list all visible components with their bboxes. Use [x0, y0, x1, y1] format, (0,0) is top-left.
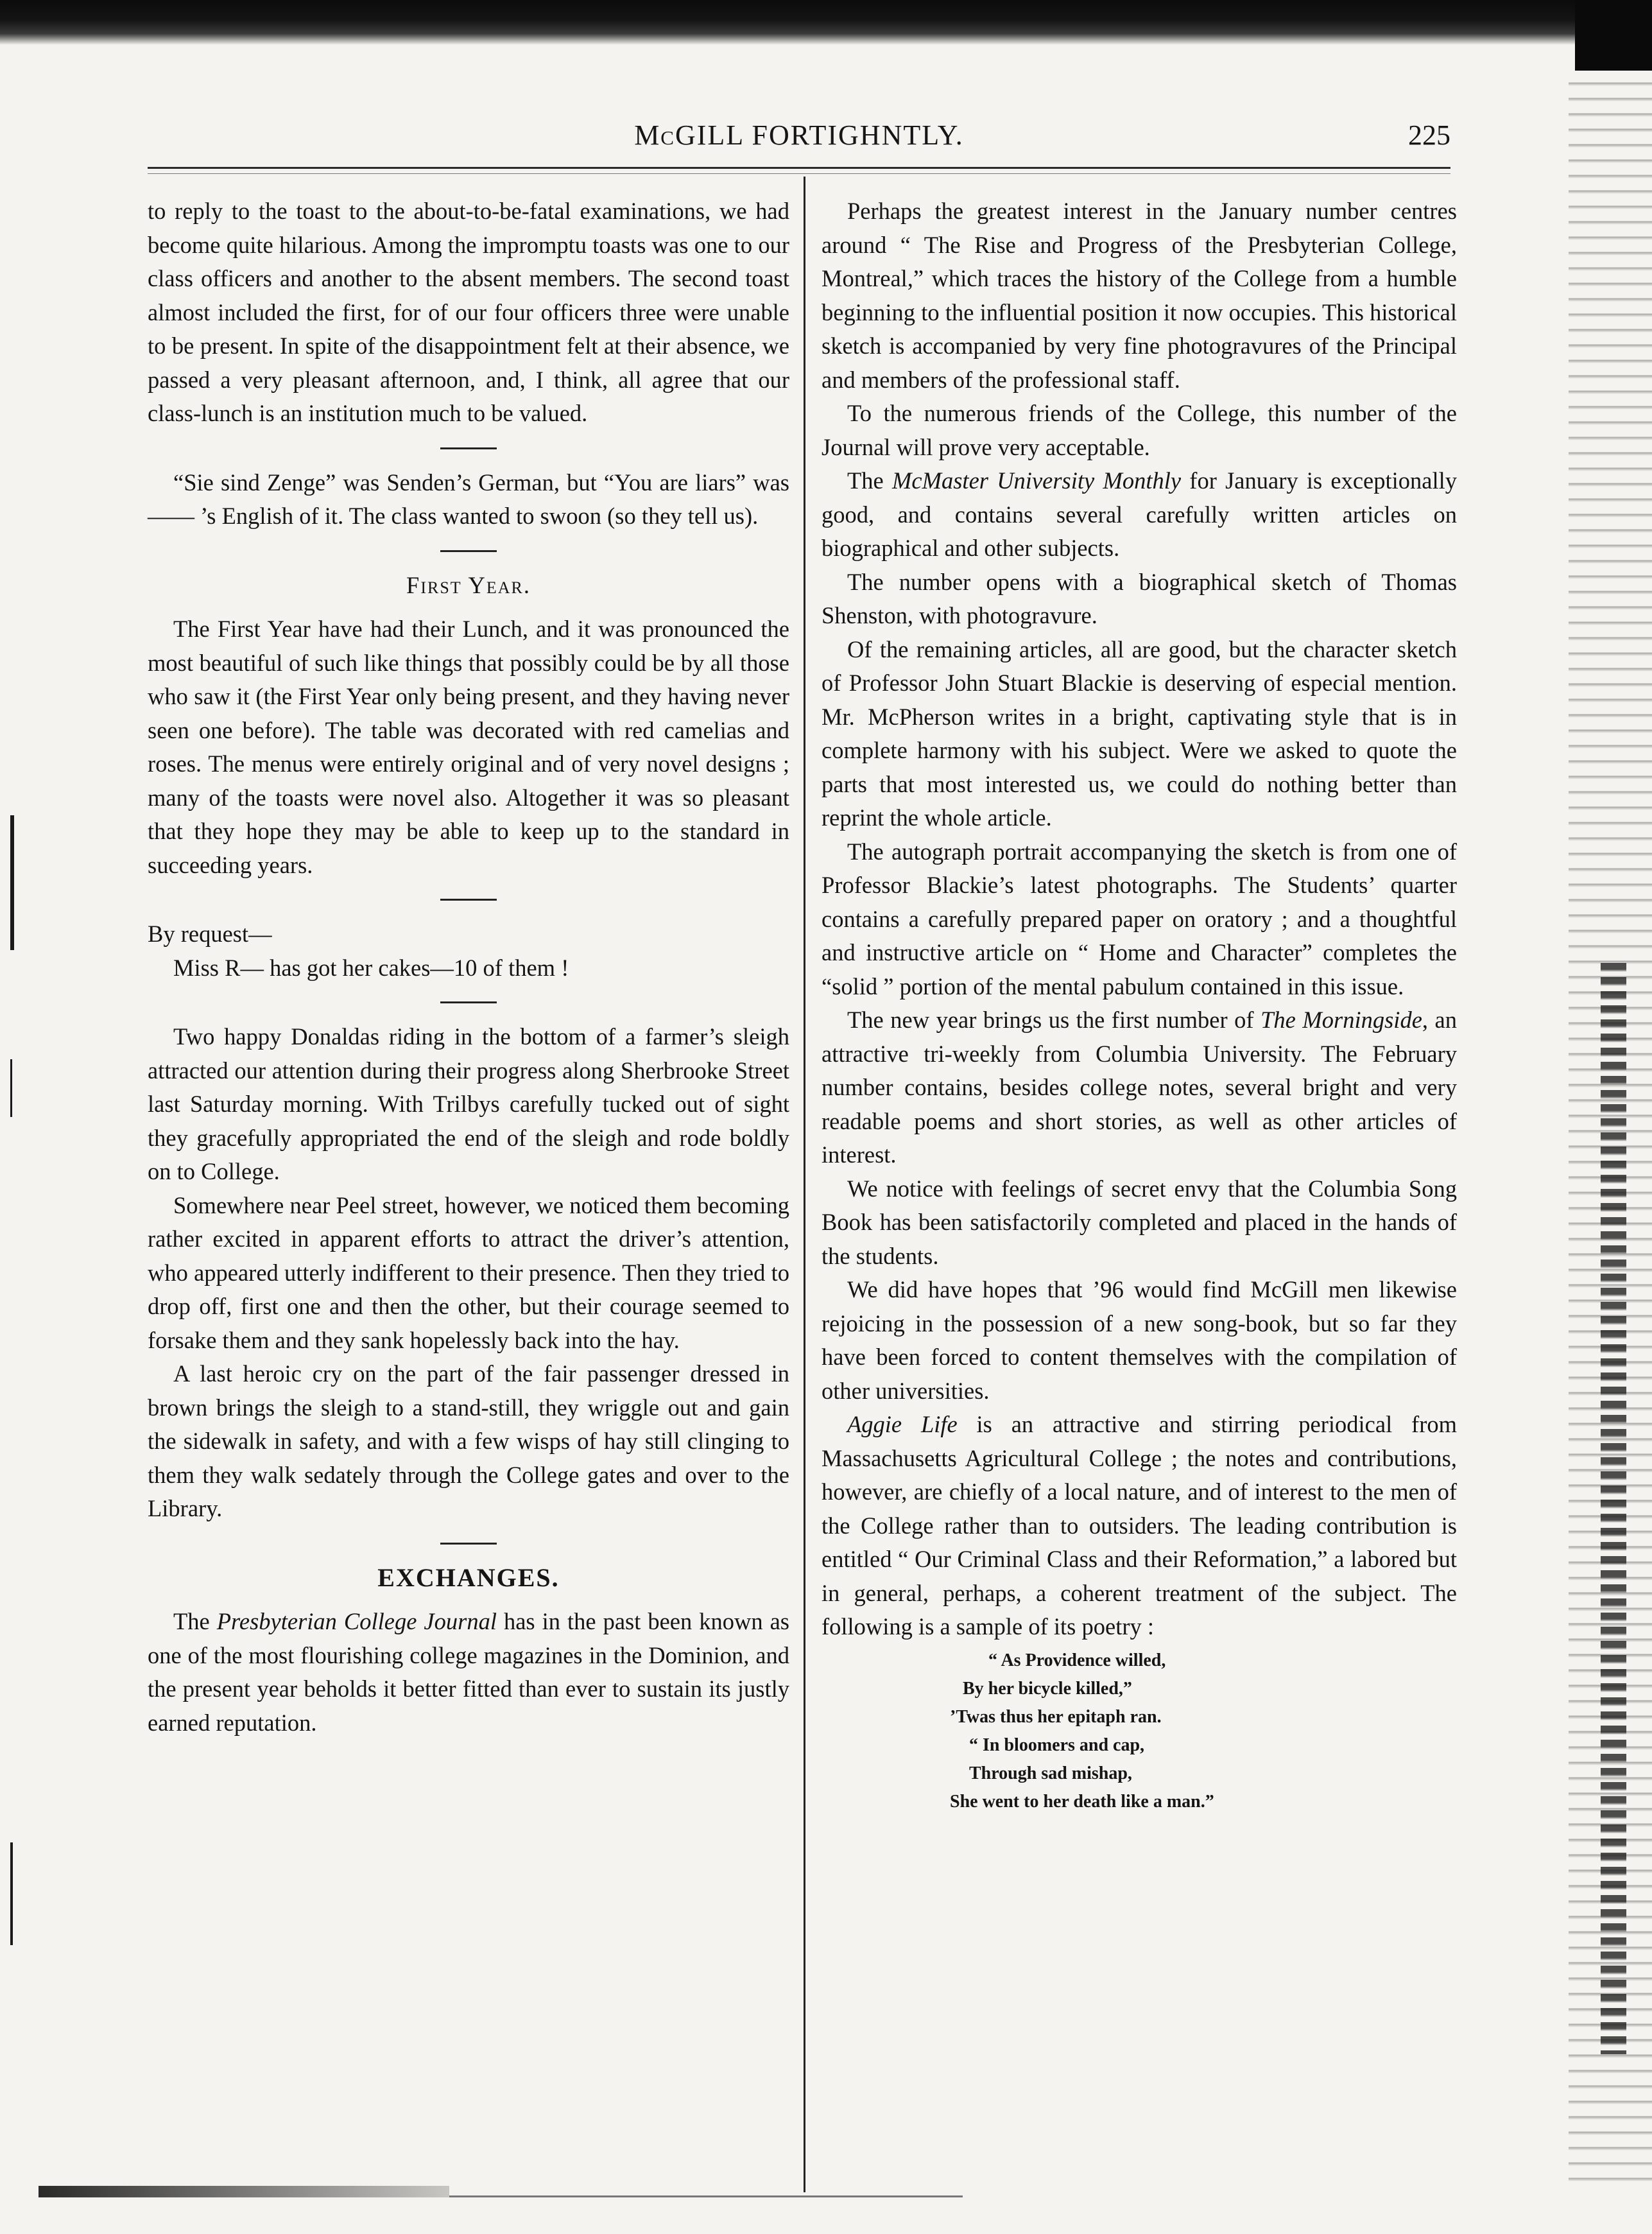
poem-sample — [937, 1647, 1425, 1816]
paragraph-mcgill-hopes: We did have hopes that ’96 would find McGill men likewise rejoicing in the possession of a new song-book, but so far they have been forced to content themselves with the compilation of other universities. — [822, 1276, 1457, 1404]
paragraph-donaldas-sleigh: Two happy Donaldas riding in the bottom of a farmer’s sleigh attracted our attention during their progress along Sherbrooke Street last Saturday morning. With Trilbys carefully tucked out of sight they gracefully appropriated the end of the sleigh and rode boldly on to College. — [148, 1023, 789, 1184]
paragraph-presbyterian-journal: The Presbyterian College Journal has in the past been known as one of the most flourishing college magazines in the Dominion, and the present year beholds it better fitted than ever to sustain its justly earned reputation. — [148, 1608, 789, 1736]
paragraph-columbia-song-book: We notice with feelings of secret envy that the Columbia Song Book has been satisfactorily completed and placed in the hands of the students. — [822, 1175, 1457, 1269]
scan-edge-right-dark — [1601, 963, 1626, 2054]
running-head-title: McGILL FORTIGHNTLY. — [634, 119, 964, 151]
page-number: 225 — [1408, 119, 1450, 151]
paragraph-toast-continuation: to reply to the toast to the about-to-be-fatal examinations, we had become quite hilarious. Among the impromptu toasts was one to our class officers and another to the absent members. The second toast almost included the first, for of our four officers three were unable to be present. In spite of the disappointment felt at their absence, we passed a very pleasant afternoon, and, I think, all agree that our class-lunch is an institution much to be valued. — [148, 198, 789, 426]
paragraph-january-number: Perhaps the greatest interest in the January number centres around “ The Rise and Progress of the Presbyterian College, Montreal,” which traces the history of the College from a humble beginning to the influential position it now occupies. This historical sketch is accompanied by very fine photogravures of the Principal and members of the professional staff. — [822, 198, 1457, 393]
aggie-life-title: Aggie Life — [847, 1411, 958, 1437]
mcmaster-title: McMaster University Monthly — [891, 467, 1182, 494]
scan-edge-top — [0, 0, 1652, 45]
paragraph-numerous-friends: To the numerous friends of the College, this number of the Journal will prove very acceptable. — [822, 400, 1457, 460]
poem-line: ’Twas thus her epitaph ran. — [950, 1706, 1162, 1727]
paragraph-first-year-lunch: The First Year have had their Lunch, and it was pronounced the most beautiful of such like things that possibly could be by all those who saw it (the First Year only being present, and they having never seen one before). The table was decorated with red camelias and roses. The menus were entirely original and of very novel designs ; many of the toasts were novel also. Altogether it was so pleasant that they hope they may be able to keep up to the standard in succeeding years. — [148, 616, 789, 878]
scan-mark-left-1 — [10, 815, 14, 950]
section-separator — [440, 550, 497, 552]
scan-mark-left-2 — [10, 1059, 12, 1117]
paragraph-remaining-articles: Of the remaining articles, all are good, but the character sketch of Professor John Stuart Blackie is deserving of especial mention. Mr. McPherson writes in a bright, captivating style that is in complete harmony with his subject. Were we asked to quote the parts that most interested us, we could do nothing better than reprint the whole article. — [822, 636, 1457, 831]
scan-corner-top-right — [1575, 0, 1652, 71]
poem-line: “ As Providence willed, — [988, 1650, 1166, 1670]
column-divider — [804, 177, 805, 2192]
poem-line: She went to her death like a man.” — [950, 1791, 1214, 1812]
paragraph-biographical-sketch: The number opens with a biographical sketch of Thomas Shenston, with photogravure. — [822, 568, 1457, 628]
poem-line: “ In bloomers and cap, — [969, 1735, 1145, 1755]
paragraph-mcmaster: The McMaster University Monthly for January is exceptionally good, and contains several carefully written articles on biographical and other subjects. — [822, 467, 1457, 561]
morningside-title: The Morningside — [1261, 1007, 1422, 1033]
section-separator — [440, 447, 497, 449]
heading-first-year: First Year. — [406, 571, 531, 598]
left-column — [148, 195, 789, 1740]
section-separator — [440, 899, 497, 901]
poem-line: By her bicycle killed,” — [963, 1678, 1132, 1699]
paragraph-morningside: The new year brings us the first number of The Morningside, an attractive tri-weekly from Columbia University. The February number contains, besides college notes, several bright and very readable poems and short stories, as well as other articles of interest. — [822, 1007, 1458, 1168]
paragraph-peel-street: Somewhere near Peel street, however, we noticed them becoming rather excited in apparent efforts to attract the driver’s attention, who appeared utterly indifferent to their presence. Then they tried to drop off, first one and then the other, but their courage seemed to forsake them and they sank hopelessly back into the hay. — [148, 1191, 789, 1353]
poem-line: Through sad mishap, — [969, 1763, 1132, 1783]
paragraph-german-quote: “Sie sind Zenge” was Senden’s German, but “You are liars” was —— ’s English of it. The class wanted to swoon (so they tell us). — [148, 469, 789, 529]
header-rule-thin — [148, 173, 1450, 174]
section-separator — [440, 1001, 497, 1003]
scan-mark-left-3 — [10, 1842, 13, 1945]
scan-smudge-bottom — [39, 2186, 449, 2197]
journal-title: Presbyterian College Journal — [216, 1608, 497, 1634]
right-column — [822, 195, 1457, 1816]
scan-line-bottom — [449, 2195, 963, 2197]
paragraph-by-request: By request— — [148, 921, 272, 947]
paragraph-heroic-cry: A last heroic cry on the part of the fair passenger dressed in brown brings the sleigh to a stand-still, they wriggle out and gain the sidewalk in safety, and with a few wisps of hay still clinging to them they walk sedately through the College gates and over to the Library. — [148, 1360, 789, 1521]
header-rule — [148, 167, 1450, 169]
paragraph-cakes: Miss R— has got her cakes—10 of them ! — [173, 954, 569, 981]
paragraph-aggie-life: Aggie Life is an attractive and stirring periodical from Massachusetts Agricultural College ; the notes and contributions, however, are chiefly of a local nature, and of interest to the men of the College rather than to outsiders. The leading contribution is entitled “ Our Criminal Class and their Reformation,” a labored but in general, perhaps, a coherent treatment of the subject. The following is a sample of its poetry : — [822, 1411, 1457, 1640]
page-header — [148, 119, 1450, 157]
section-separator — [440, 1543, 497, 1545]
heading-exchanges: EXCHANGES. — [377, 1563, 560, 1592]
paragraph-autograph-portrait: The autograph portrait accompanying the sketch is from one of Professor Blackie’s latest photographs. The Students’ quarter contains a carefully prepared paper on oratory ; and a thoughtful and instructive article on “ Home and Character” completes the “solid ” portion of the mental pabulum contained in this issue. — [822, 838, 1457, 1000]
